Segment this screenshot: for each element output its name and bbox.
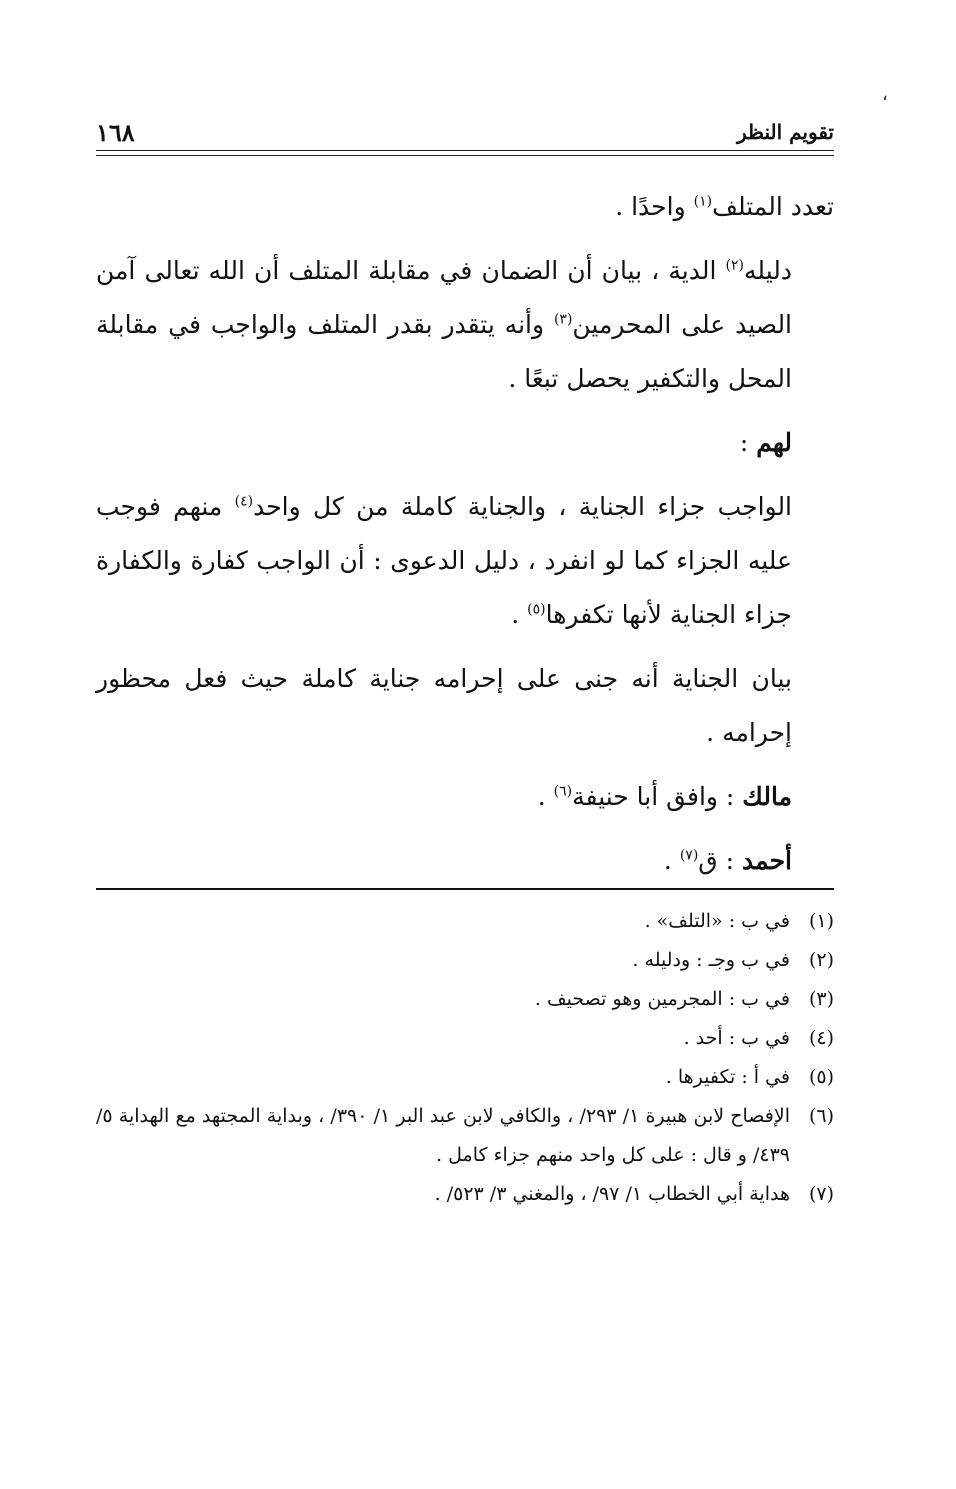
paragraph-2 — [96, 244, 834, 406]
paragraph-1-text: تعدد المتلف — [712, 192, 834, 221]
page-number: ١٦٨ — [96, 118, 135, 147]
footnote-number: (٧) — [808, 1183, 834, 1205]
stray-ink-mark: ، — [882, 84, 888, 105]
heading-lahum-word: لهم — [756, 428, 792, 457]
footnote-text: في ب : أحد . — [683, 1027, 790, 1049]
footnote-ref-2: (٢) — [725, 257, 745, 274]
running-title: تقويم النظر — [737, 120, 834, 144]
paragraph-2-end: وأنه يتقدر بقدر المتلف والواجب في مقابلة المحل والتكفير يحصل تبعًا . — [96, 310, 792, 393]
paragraph-3 — [96, 480, 834, 642]
footnote-5 — [96, 1058, 834, 1097]
footnote-number: (١) — [808, 910, 834, 932]
ahmad-text: : ق — [698, 846, 743, 875]
malik-name: مالك — [742, 782, 792, 811]
footnote-ref-4: (٤) — [234, 493, 254, 510]
footnote-ref-1: (١) — [693, 193, 713, 210]
footnote-4 — [96, 1019, 834, 1058]
footnote-number: (٦) — [808, 1105, 834, 1127]
footnote-separator — [96, 888, 834, 890]
footnote-number: (٢) — [808, 949, 834, 971]
header-rule-top — [96, 150, 834, 151]
main-text — [96, 180, 834, 898]
footnote-ref-6: (٦) — [553, 783, 573, 800]
malik-opinion — [96, 770, 834, 824]
footnote-text: الإفصاح لابن هبيرة ١/ ٢٩٣/ ، والكافي لابن عبد البر ١/ ٣٩٠/ ، وبداية المجتهد مع الهداية ٥/ ٤٣٩/ و قال : على كل واحد منهم جزاء كامل . — [96, 1105, 790, 1166]
footnote-7 — [96, 1175, 834, 1214]
footnote-text: في ب : المجرمين وهو تصحيف . — [534, 988, 790, 1010]
footnote-ref-7: (٧) — [679, 847, 699, 864]
paragraph-2-start: دليله — [744, 256, 792, 285]
paragraph-1 — [96, 180, 834, 234]
footnote-text: في ب : «التلف» . — [644, 910, 790, 932]
paragraph-2-mid: الدية ، بيان أن الضمان في مقابلة المتلف أن الله تعالى آمن الصيد على المحرمين — [96, 256, 793, 339]
malik-text: : وافق أبا حنيفة — [572, 782, 743, 811]
footnote-1 — [96, 902, 834, 941]
footnote-text: في ب وجـ : ودليله . — [632, 949, 790, 971]
footnote-6 — [96, 1097, 834, 1175]
footnote-number: (٥) — [808, 1066, 834, 1088]
ahmad-name: أحمد — [742, 846, 792, 875]
footnote-ref-3: (٣) — [553, 311, 573, 328]
paragraph-1-end: واحدًا . — [615, 192, 694, 221]
header-rule-bottom — [96, 155, 834, 156]
footnote-text: هداية أبي الخطاب ١/ ٩٧/ ، والمغني ٣/ ٥٢٣/ . — [434, 1183, 790, 1205]
malik-end: . — [537, 782, 554, 811]
paragraph-3-mid: منهم فوجب عليه الجزاء كما لو انفرد ، دليل الدعوى : أن الواجب كفارة والكفارة جزاء الجناية لأنها تكفرها — [96, 492, 792, 629]
footnote-ref-5: (٥) — [527, 601, 546, 618]
paragraph-3-start: الواجب جزاء الجناية ، والجناية كاملة من كل واحد — [253, 492, 793, 521]
paragraph-3-end: . — [511, 600, 528, 629]
footnote-number: (٣) — [808, 988, 834, 1010]
ahmad-opinion — [96, 834, 834, 888]
paragraph-4: بيان الجناية أنه جنى على إحرامه جناية كاملة حيث فعل محظور إحرامه . — [96, 664, 792, 747]
footnote-number: (٤) — [808, 1027, 834, 1049]
heading-lahum-colon: : — [739, 428, 757, 457]
footnote-2 — [96, 941, 834, 980]
footnote-3 — [96, 980, 834, 1019]
footnotes — [96, 902, 834, 1214]
page-header — [96, 118, 834, 158]
heading-lahum — [96, 416, 834, 470]
ahmad-end: . — [663, 846, 680, 875]
footnote-text: في أ : تكفيرها . — [665, 1066, 790, 1088]
